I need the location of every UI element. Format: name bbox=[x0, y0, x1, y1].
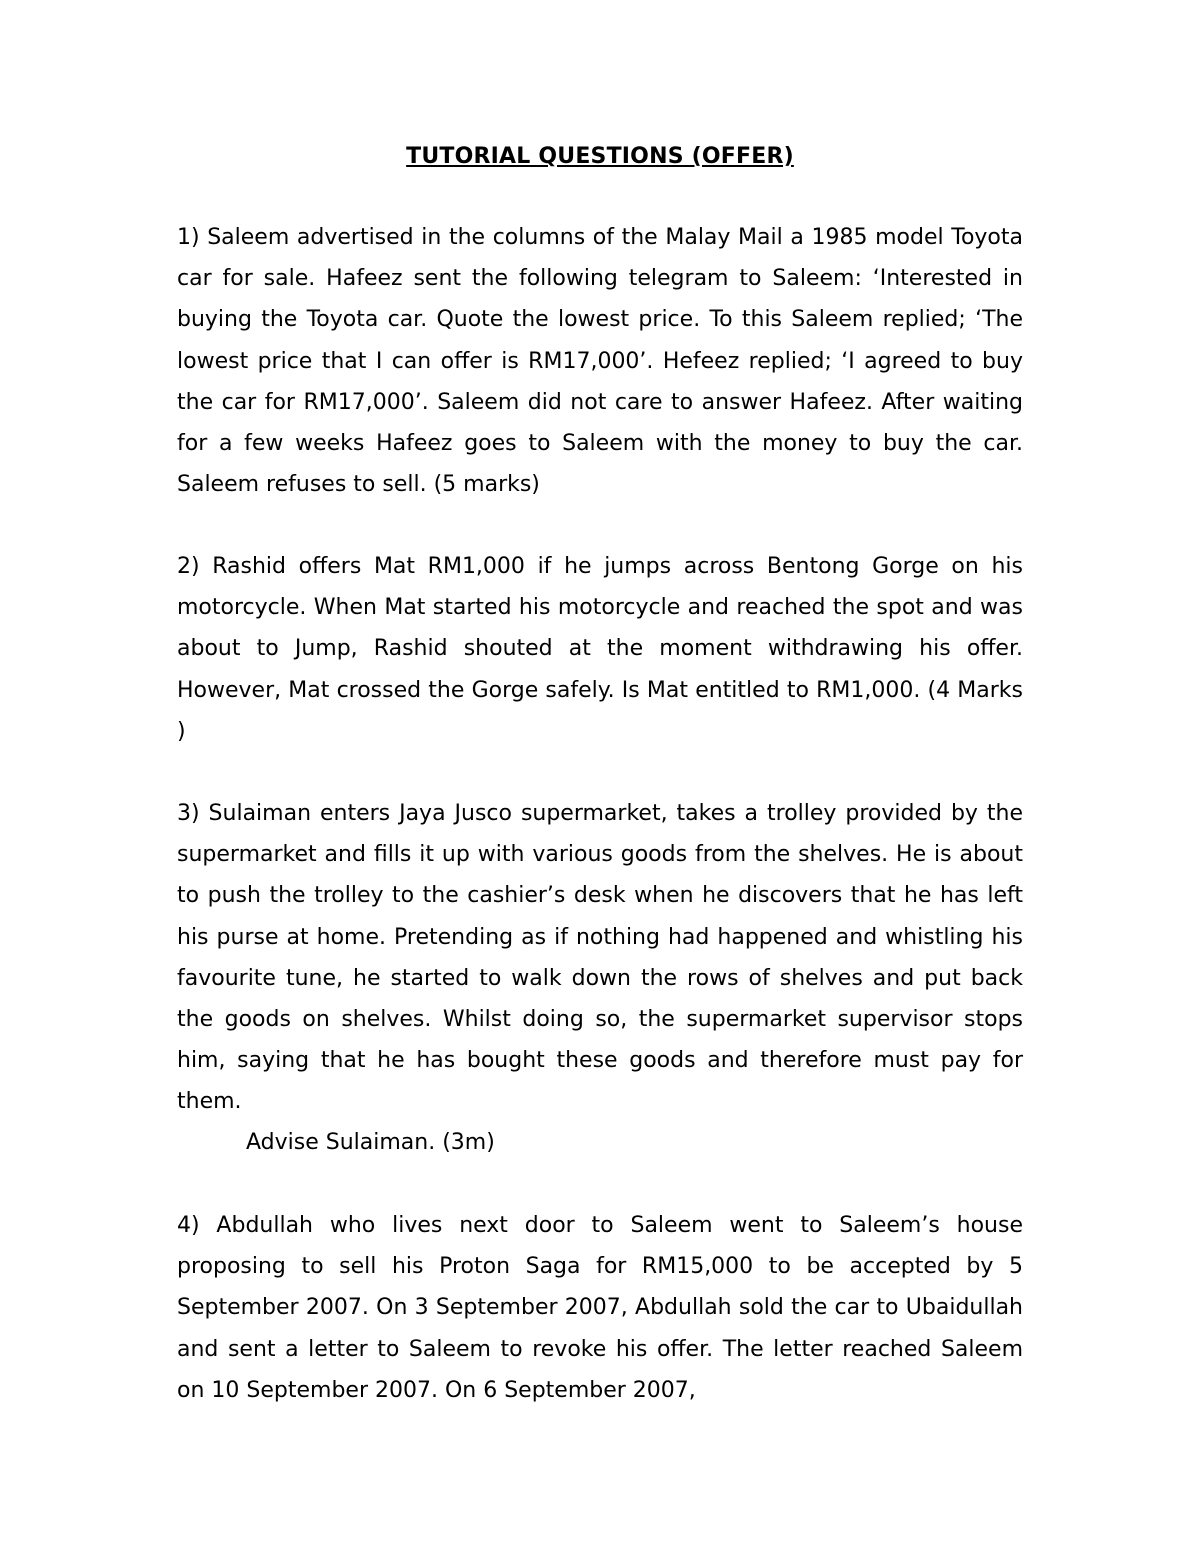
question-3-advise: Advise Sulaiman. (3m) bbox=[246, 1130, 495, 1155]
question-4: 4) Abdullah who lives next door to Saleem went to Saleem’s house proposing to sell his Proton Saga for RM15,000 to be accepted by 5 September 2007. On 3 September 2007, Abdullah sold the car to Ubaidullah and sent a letter to Saleem to revoke his offer. The letter reached Saleem on 10 September 2007. On 6 September 2007, bbox=[177, 1213, 1023, 1403]
question-1: 1) Saleem advertised in the columns of the Malay Mail a 1985 model Toyota car for sale. Hafeez sent the following telegram to Saleem: ‘Interested in buying the Toyota car. Quote the lowest price. To this Saleem replied; ‘The lowest price that I can offer is RM17,000’. Hefeez replied; ‘I agreed to buy the car for RM17,000’. Saleem did not care to answer Hafeez. After waiting for a few weeks Hafeez goes to Saleem with the money to buy the car. Saleem refuses to sell. (5 marks) bbox=[177, 225, 1023, 498]
question-2: 2) Rashid offers Mat RM1,000 if he jumps across Bentong Gorge on his motorcycle. When Mat started his motorcycle and reached the spot and was about to Jump, Rashid shouted at the moment withdrawing his offer. However, Mat crossed the Gorge safely. Is Mat entitled to RM1,000. (4 Marks ) bbox=[177, 554, 1023, 744]
question-3: 3) Sulaiman enters Jaya Jusco supermarket, takes a trolley provided by the supermarket and fills it up with various goods from the shelves. He is about to push the trolley to the cashier’s desk when he discovers that he has left his purse at home. Pretending as if nothing had happened and whistling his favourite tune, he started to walk down the rows of shelves and put back the goods on shelves. Whilst doing so, the supermarket supervisor stops him, saying that he has bought these goods and therefore must pay for them. bbox=[177, 801, 1023, 1115]
page-title: TUTORIAL QUESTIONS (OFFER) bbox=[406, 144, 794, 169]
